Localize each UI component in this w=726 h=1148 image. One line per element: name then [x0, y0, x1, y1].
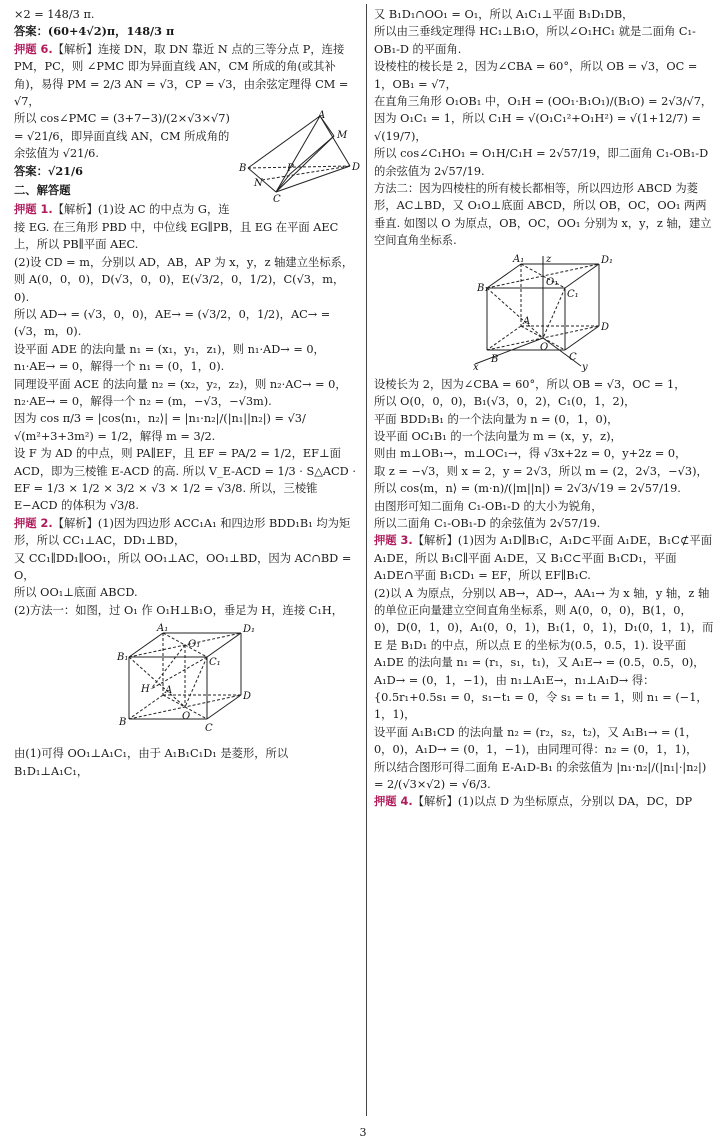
solution-line: 所以结合图形可得二面角 E-A₁D-B₁ 的余弦值为 |n₁·n₂|/(|n₁|·|n₂|) = 2/(√3×√2) = √6/3. — [374, 760, 707, 792]
coordinate-prism-figure — [469, 254, 619, 372]
solution-line: 同理设平面 ACE 的法向量 n₂ = (x₂，y₂，z₂)，则 n₂·AC→ = 0，n₂·AE→ = 0，解得一个 n₂ = (m，−√3，−√3m). — [14, 377, 347, 408]
prism-figure — [111, 623, 261, 741]
figure-point-label: y — [582, 361, 588, 373]
answer-line: 答案：√21/6 — [14, 163, 84, 178]
solution-line: 所以 cos∠PMC = (3+7−3)/(2×√3×√7) = √21/6，即异面直线 AN，CM 所成角的余弦值为 √21/6. — [14, 112, 230, 161]
figure-edge — [475, 338, 543, 364]
solution-line: (2)方法一：如图，过 O₁ 作 O₁H⊥B₁O，垂足为 H，连接 C₁H， — [14, 603, 344, 617]
solution-line: ×2 = 148/3 π. — [14, 8, 95, 21]
left-column — [14, 6, 361, 780]
solution-line: (2)以 A 为原点，分别以 AB→，AD→，AA₁→ 为 x 轴，y 轴，z 轴的单位正向量建立空间直角坐标系，则 A(0，0，0)，B(1，0，0)，D(0，1，0)，A₁(0，0，1)，B₁(1，0，1)，D₁(0，1，1)，而 E 是 B₁D₁ 的中点，所以点 E 的坐标为(0.5，0.5，1). 设平面 A₁DE 的法向量 n₁ = (r₁，s₁，t₁)，又 A₁E→ = (0.5，0.5，0)，A₁D→ = (0，1，−1)，由 n₁⊥A₁E→，n₁⊥A₁D→ 得：{0.5r₁+0.5s₁ = 0，s₁−t₁ = 0，令 s₁ = t₁ = 1，则 n₁ = (−1，1，1)， — [374, 586, 714, 722]
solution-line: 因为 cos π/3 = |cos⟨n₁，n₂⟩| = |n₁·n₂|/(|n₁||n₂|) = √3/√(m²+3+3m²) = 1/2，解得 m = 3/2. — [14, 412, 306, 443]
solution-line: 设棱长为 2，因为∠CBA = 60°，所以 OB = √3，OC = 1， — [374, 377, 686, 391]
solution-line: 则由 m⊥OB₁→，m⊥OC₁→，得 √3x+2z = 0，y+2z = 0， — [374, 447, 687, 461]
page-number: 3 — [359, 1126, 367, 1139]
solution-line: 又 CC₁∥DD₁∥OO₁，所以 OO₁⊥AC，OO₁⊥BD，因为 AC∩BD = O， — [14, 551, 352, 582]
figure-point-label: B₁ — [117, 652, 129, 664]
solution-line: 由(1)可得 OO₁⊥A₁C₁，由于 A₁B₁C₁D₁ 是菱形，所以 B₁D₁⊥A₁C₁， — [14, 747, 289, 778]
figure-point-label: B — [119, 717, 127, 729]
figure-point-label: B — [491, 353, 499, 365]
solution-line: 取 z = −√3，则 x = 2，y = 2√3，所以 m = (2，2√3，−√3)， — [374, 464, 708, 478]
solution-line: 设平面 A₁B₁CD 的法向量 n₂ = (r₂，s₂，t₂)，又 A₁B₁→ = (1，0，0)，A₁D→ = (0，1，−1)，由同理可得：n₂ = (0，1，1)， — [374, 725, 698, 757]
figure-point-label: A — [165, 685, 173, 697]
solution-line: 因为 O₁C₁ = 1，所以 C₁H = √(O₁C₁²+O₁H²) = √(1+12/7) = √(19/7)， — [374, 112, 702, 143]
answer-line: 答案：(60+4√2)π，148/3 π — [14, 24, 175, 39]
solution-line: (2)设 CD = m，分别以 AD，AB，AP 为 x，y，z 轴建立坐标系，则 A(0，0，0)，D(√3，0，0)，E(√3/2，0，1/2)，C(√3，m，0). — [14, 255, 354, 304]
figure-edge — [276, 136, 334, 192]
problem-text: 【解析】(1)以点 D 为坐标原点，分别以 DA，DC，DP — [412, 795, 693, 809]
solution-line: 设棱柱的棱长是 2，因为∠CBA = 60°，所以 OB = √3，OC = 1，OB₁ = √7， — [374, 60, 698, 91]
figure-point-label: H — [141, 684, 150, 696]
figure-point-label: C — [205, 723, 213, 735]
figure-point-label: C — [569, 351, 577, 363]
solution-line: 所以 cos⟨m，n⟩ = (m·n)/(|m||n|) = 2√3/√19 = 2√57/19. — [374, 482, 681, 496]
solution-line: 所以 OO₁⊥底面 ABCD. — [14, 586, 138, 600]
pyramid-figure — [238, 110, 361, 206]
figure-point-label: A₁ — [157, 623, 169, 635]
figure-point-label: A — [318, 110, 326, 122]
figure-point-label: O₁ — [546, 276, 559, 288]
figure-point-label: A — [523, 315, 531, 327]
section-heading: 二、解答题 — [14, 184, 71, 198]
solution-line: 由图形可知二面角 C₁-OB₁-D 的大小为锐角， — [374, 499, 603, 513]
figure-point-label: C₁ — [567, 288, 579, 300]
solution-line: 平面 BDD₁B₁ 的一个法向量为 n = (0，1，0)， — [374, 412, 619, 426]
figure-edge — [185, 657, 207, 707]
figure-point-label: N — [254, 178, 263, 190]
problem-text: 【解析】连接 DN，取 DN 靠近 N 点的三等分点 P，连接 PM，PC，则 ∠PMC 即为异面直线 AN，CM 所成的角(或其补角)，易得 PM = 2/3 AN = √3，CP = √3，由余弦定理得 CM = √7， — [14, 42, 349, 109]
solution-line: 所以 cos∠C₁HO₁ = O₁H/C₁H = 2√57/19，即二面角 C₁-OB₁-D 的余弦值为 2√57/19. — [374, 147, 709, 178]
figure-point-label: M — [337, 130, 348, 142]
figure-edge — [262, 166, 350, 180]
figure-point-label: P — [287, 163, 294, 175]
problem-number: 押题 6. — [14, 42, 53, 56]
figure-point-label: A₁ — [513, 253, 525, 265]
problem-text: 【解析】(1)因为 A₁D∥B₁C，A₁D⊂平面 A₁DE，B₁C⊄平面 A₁DE，所以 B₁C∥平面 A₁DE，又 B₁C⊂平面 B₁CD₁，平面 A₁DE∩平面 B₁CD₁ = EF，所以 EF∥B₁C. — [374, 534, 713, 583]
figure-point-label: C₁ — [209, 657, 221, 669]
solution-line: 设平面 OC₁B₁ 的一个法向量为 m = (x，y，z)， — [374, 429, 622, 443]
figure-point-label: D₁ — [243, 624, 256, 636]
figure-point-label: D — [352, 162, 361, 174]
figure-point-label: O — [540, 341, 549, 353]
solution-line: 方法二：因为四棱柱的所有棱长都相等，所以四边形 ABCD 为菱形，AC⊥BD，又 O₁O⊥底面 ABCD，所以 OB，OC，OO₁ 两两垂直. 如图以 O 为原点，OB，OC，OO₁ 分别为 x，y，z 轴，建立空间直角坐标系. — [374, 182, 712, 248]
problem-item — [14, 515, 358, 550]
problem-item — [14, 201, 358, 253]
solution-line: 在直角三角形 O₁OB₁ 中，O₁H = (OO₁·B₁O₁)/(B₁O) = 2√3/√7， — [374, 95, 713, 109]
problem-item — [374, 532, 714, 584]
figure-point-label: B₁ — [477, 282, 489, 294]
figure-point-label: O — [182, 711, 191, 723]
solution-line: 设 F 为 AD 的中点，则 PA∥EF，且 EF = PA/2 = 1/2，EF⊥面 ACD，即为三棱锥 E-ACD 的高. 所以 V_E-ACD = 1/3 · S△ACD · EF = 1/3 × 1/2 × 3/2 × √3 × 1/2 = √3/8. 所以，三棱锥 E−ACD 的体积为 √3/8. — [14, 447, 356, 513]
figure-point-label: x — [473, 361, 479, 373]
problem-number: 押题 3. — [374, 534, 413, 548]
solution-line: 设平面 ADE 的法向量 n₁ = (x₁，y₁，z₁)，则 n₁·AD→ = 0，n₁·AE→ = 0，解得一个 n₁ = (0，1，0). — [14, 342, 325, 374]
problem-text: 【解析】(1)设 AC 的中点为 G，连接 EG. 在三角形 PBD 中，中位线 EG∥PB，且 EG 在平面 AEC 上，所以 PB∥平面 AEC. — [14, 203, 339, 252]
figure-point-label: D₁ — [601, 254, 614, 266]
solution-line: 所以 O(0，0，0)，B₁(√3，0，2)，C₁(0，1，2)， — [374, 395, 636, 409]
solution-line: 所以由三垂线定理得 HC₁⊥B₁O，所以∠O₁HC₁ 就是二面角 C₁-OB₁-D 的平面角. — [374, 25, 696, 56]
figure-point-label: z — [546, 253, 552, 265]
problem-item — [374, 793, 714, 810]
solution-line: 所以 AD→ = (√3，0，0)，AE→ = (√3/2，0，1/2)，AC→ = (√3，m，0). — [14, 307, 331, 339]
figure-point-label: B — [239, 163, 247, 175]
figure-point-label: D — [601, 321, 610, 333]
figure-edge — [543, 288, 565, 338]
column-divider — [366, 4, 367, 1116]
solution-line: 所以二面角 C₁-OB₁-D 的余弦值为 2√57/19. — [374, 516, 601, 530]
solution-line: 又 B₁D₁∩OO₁ = O₁，所以 A₁C₁⊥平面 B₁D₁DB， — [374, 8, 634, 21]
figure-point-label: O₁ — [188, 639, 201, 651]
figure-point-label: C — [273, 194, 281, 206]
problem-text: 【解析】(1)因为四边形 ACC₁A₁ 和四边形 BDD₁B₁ 均为矩形，所以 CC₁⊥AC，DD₁⊥BD， — [14, 516, 351, 548]
problem-number: 押题 4. — [374, 795, 413, 809]
problem-number: 押题 2. — [14, 516, 53, 530]
right-column — [374, 6, 714, 811]
problem-item — [14, 41, 358, 111]
figure-point-label: D — [243, 691, 252, 703]
figure-edge — [320, 116, 350, 166]
problem-number: 押题 1. — [14, 203, 53, 217]
